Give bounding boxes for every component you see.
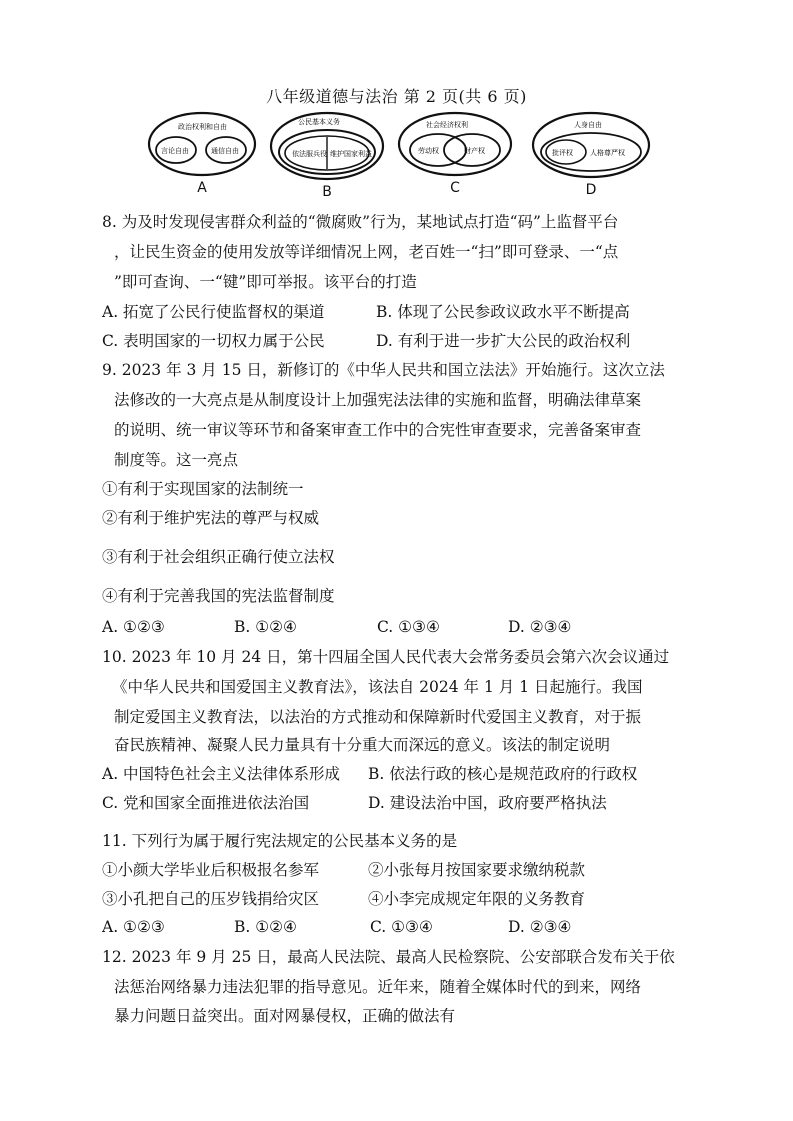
q11-option-c: C. ①③④: [370, 918, 433, 936]
q9-line-4: 制度等。这一亮点: [114, 451, 239, 469]
diagram-d-shapes: [530, 110, 652, 180]
diagram-a: [146, 110, 258, 196]
diagram-b-label: B: [322, 184, 332, 200]
diagram-c-inner-1: 劳动权: [418, 147, 439, 155]
q12-line-2: 法惩治网络暴力违法犯罪的指导意见。近年来，随着全媒体时代的到来，网络: [114, 978, 642, 996]
q12-line-1: 12. 2023 年 9 月 25 日，最高人民法院、最高人民检察院、公安部联合发布关于依: [102, 948, 675, 966]
diagram-d: [530, 110, 652, 198]
q9-option-b: B. ①②④: [234, 618, 297, 636]
q8-option-c: C. 表明国家的一切权力属于公民: [102, 332, 325, 350]
q9-line-3: 的说明、统一审议等环节和备案审查工作中的合宪性审查要求，完善备案审查: [114, 421, 642, 439]
diagram-b-outer: 公民基本义务: [298, 118, 340, 126]
diagram-c-outer: 社会经济权利: [426, 121, 468, 129]
q10-line-1: 10. 2023 年 10 月 24 日，第十四届全国人民代表大会常务委员会第六次会议通过: [102, 648, 670, 666]
q10-option-b: B. 依法行政的核心是规范政府的行政权: [368, 765, 638, 783]
page-header: 八年级道德与法治 第 2 页(共 6 页): [266, 87, 527, 106]
q11-option-b: B. ①②④: [234, 918, 297, 936]
q9-option-a: A. ①②③: [102, 618, 165, 636]
diagram-d-inner-1: 批评权: [552, 149, 573, 157]
q9-item-4: ④有利于完善我国的宪法监督制度: [102, 587, 335, 605]
q10-line-3: 制定爱国主义教育法，以法治的方式推动和保障新时代爱国主义教育，对于振: [114, 708, 642, 726]
q11-item-4: ④小李完成规定年限的义务教育: [368, 890, 586, 908]
diagram-a-label: A: [197, 180, 207, 196]
q9-option-d: D. ②③④: [508, 618, 572, 636]
diagram-c-inner-2: 财产权: [464, 147, 485, 155]
q8-line-1: 8. 为及时发现侵害群众利益的“微腐败”行为，某地试点打造“码”上监督平台: [102, 213, 619, 231]
q10-option-c: C. 党和国家全面推进依法治国: [102, 794, 310, 812]
q10-option-d: D. 建设法治中国，政府要严格执法: [368, 794, 607, 812]
q11-option-a: A. ①②③: [102, 918, 165, 936]
q9-item-3: ③有利于社会组织正确行使立法权: [102, 548, 335, 566]
diagram-a-inner-1: 言论自由: [161, 147, 189, 155]
diagram-d-inner-2: 人格尊严权: [590, 149, 625, 157]
diagram-c: [396, 110, 514, 196]
diagram-b-inner-1: 依法服兵役: [292, 150, 327, 158]
q8-line-2: ，让民生资金的使用发放等详细情况上网，老百姓一“扫”即可登录、一“点: [114, 243, 619, 261]
diagram-b: [268, 110, 386, 200]
q12-line-3: 暴力问题日益突出。面对网暴侵权，正确的做法有: [114, 1007, 456, 1025]
diagram-d-label: D: [585, 182, 597, 198]
diagram-b-shapes: [268, 110, 386, 182]
q11-line-1: 11. 下列行为属于履行宪法规定的公民基本义务的是: [102, 832, 458, 850]
q9-line-1: 9. 2023 年 3 月 15 日，新修订的《中华人民共和国立法法》开始施行。这次立法: [102, 361, 665, 379]
diagram-d-outer: 人身自由: [574, 121, 602, 129]
q8-option-b: B. 体现了公民参政议政水平不断提高: [376, 303, 630, 321]
q9-item-1: ①有利于实现国家的法制统一: [102, 480, 304, 498]
q11-item-2: ②小张每月按国家要求缴纳税款: [368, 861, 586, 879]
q10-line-2: 《中华人民共和国爱国主义教育法》，该法自 2024 年 1 月 1 日起施行。我国: [112, 678, 643, 696]
diagram-a-outer: 政治权利和自由: [178, 123, 227, 131]
q9-option-c: C. ①③④: [377, 618, 440, 636]
diagram-c-shapes: [396, 110, 514, 178]
q11-item-3: ③小孔把自己的压岁钱捐给灾区: [102, 890, 320, 908]
diagram-c-label: C: [450, 180, 460, 196]
diagram-a-shapes: [146, 110, 258, 178]
q8-option-d: D. 有利于进一步扩大公民的政治权利: [376, 332, 631, 350]
q11-item-1: ①小颜大学毕业后积极报名参军: [102, 861, 320, 879]
q9-item-2: ②有利于维护宪法的尊严与权威: [102, 509, 320, 527]
diagram-b-inner-2: 维护国家利益: [330, 150, 372, 158]
diagram-a-inner-2: 通信自由: [211, 147, 239, 155]
q9-line-2: 法修改的一大亮点是从制度设计上加强宪法法律的实施和监督，明确法律草案: [114, 391, 642, 409]
q10-option-a: A. 中国特色社会主义法律体系形成: [102, 765, 341, 783]
diagram-row: [140, 110, 660, 206]
q11-option-d: D. ②③④: [508, 918, 572, 936]
q8-line-3: ”即可查询、一“键”即可举报。该平台的打造: [114, 273, 417, 291]
q8-option-a: A. 拓宽了公民行使监督权的渠道: [102, 303, 325, 321]
q10-line-4: 奋民族精神、凝聚人民力量具有十分重大而深远的意义。该法的制定说明: [114, 736, 611, 754]
